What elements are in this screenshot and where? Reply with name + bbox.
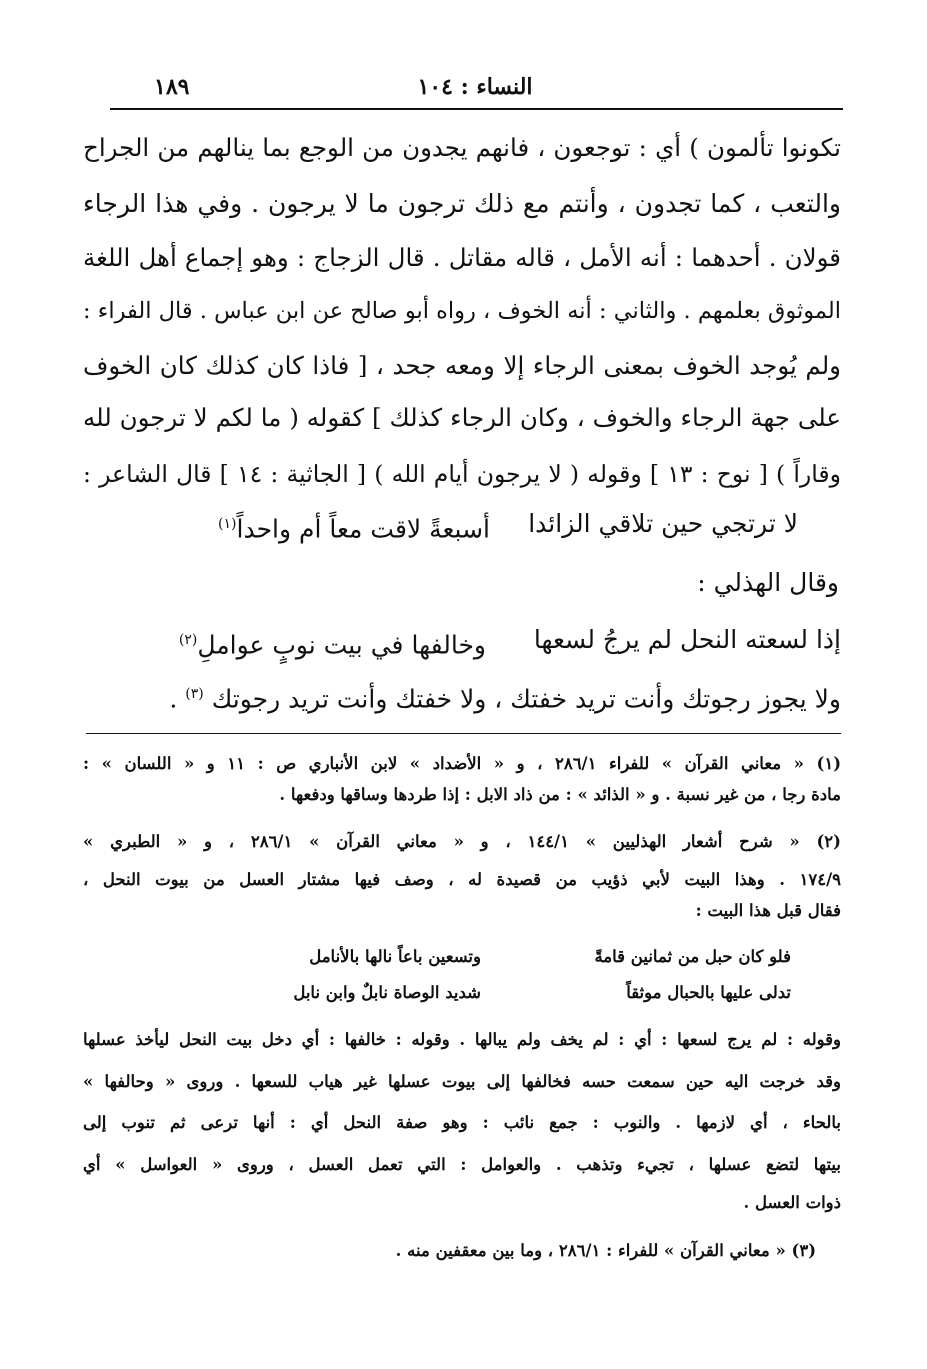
footnote-rule (86, 733, 841, 734)
header-rule (110, 108, 843, 110)
footnote-verse-b-right: تدلى عليها بالحبال موثقاً (626, 983, 791, 1002)
footnote-2-line: بيتها لتضع عسلها ، تجيء وتذهب . والعوامل : التي تعمل العسل ، وروى « العواسل » أي (83, 1155, 841, 1174)
page-header (110, 72, 840, 106)
page-number: ١٨٩ (154, 74, 190, 100)
footnote-verse-a-right: فلو كان حبل من ثمانين قامةً (594, 947, 791, 966)
footnote-2-line: وقوله : لم يرج لسعها : أي : لم يخف ولم يبالها . وقوله : خالفها : أي دخل بيت النحل ليأخذ عسلها (83, 1030, 841, 1049)
footnote-ref-2: (٢) (178, 632, 198, 648)
intro-hudhali: وقال الهذلي : (697, 568, 839, 597)
verse-1-second-hemistich: أسبعةً لاقت معاً أم واحداً$^{(١)}$ (218, 514, 490, 544)
body-line: قولان . أحدهما : أنه الأمل ، قاله مقاتل . قال الزجاج : وهو إجماع أهل اللغة (83, 243, 841, 272)
footnote-2-line: (٢) « شرح أشعار الهذليين » ١٤٤/١ ، و « معاني القرآن » ٢٨٦/١ ، و « الطبري » (83, 832, 841, 851)
footnote-verse-a-left: وتسعين باعاً نالها بالأنامل (309, 947, 481, 966)
body-line: وقاراً ) [ نوح : ١٣ ] وقوله ( لا يرجون أيام الله ) [ الجاثية : ١٤ ] قال الشاعر : (83, 460, 841, 488)
body-last-line: ولا يجوز رجوتك وأنت تريد خفتك ، ولا خفتك وأنت تريد رجوتك $^{(٣)}$ . (169, 684, 841, 714)
body-line: ولم يُوجد الخوف بمعنى الرجاء إلا ومعه جحد ، [ فاذا كان كذلك كان الخوف (83, 351, 841, 380)
footnote-ref-3: (٣) (185, 686, 204, 702)
verse-2-second-hemistich: وخالفها في بيت نوبٍ عواملِ$^{(٢)}$ (178, 630, 486, 660)
body-line: الموثوق بعلمهم . والثاني : أنه الخوف ، رواه أبو صالح عن ابن عباس . قال الفراء : (83, 298, 841, 324)
verse-2-first-hemistich: إذا لسعته النحل لم يرجُ لسعها (533, 625, 841, 654)
body-line: على جهة الرجاء والخوف ، وكان الرجاء كذلك ] كقوله ( ما لكم لا ترجون لله (83, 403, 841, 432)
footnote-3: (٣) « معاني القرآن » للفراء : ٢٨٦/١ ، وما بين معقفين منه . (395, 1241, 816, 1260)
running-head: النساء : ١٠٤ (417, 74, 533, 100)
footnote-1-line: مادة رجا ، من غير نسبة . و « الذائد » : من ذاد الابل : إذا طردها وساقها ودفعها . (279, 785, 841, 804)
footnote-2-line: ذوات العسل . (743, 1193, 841, 1212)
body-line: تكونوا تألمون ) أي : توجعون ، فانهم يجدون من الوجع بما ينالهم من الجراح (83, 133, 841, 162)
footnote-2-line: وقد خرجت اليه حين سمعت حسه فخالفها إلى بيوت عسلها غير هياب للسعها . وروى « وحالفها » (83, 1072, 841, 1091)
footnote-1-line: (١) « معاني القرآن » للفراء ٢٨٦/١ ، و « الأضداد » لابن الأنباري ص : ١١ و « اللسان » : (83, 754, 841, 773)
footnote-verse-b-left: شديد الوصاة نابلٌ وابن نابل (293, 983, 481, 1002)
footnote-2-line: بالحاء ، أي لازمها . والنوب : جمع نائب : وهو صفة النحل أي : أنها ترعى ثم تنوب إلى (83, 1113, 841, 1132)
body-line: والتعب ، كما تجدون ، وأنتم مع ذلك ترجون ما لا يرجون . وفي هذا الرجاء (83, 189, 841, 218)
footnote-2-line: ١٧٤/٩ . وهذا البيت لأبي ذؤيب من قصيدة له ، وصف فيها مشتار العسل من بيوت النحل ، (83, 870, 841, 889)
verse-1-first-hemistich: لا ترتجي حين تلاقي الزائدا (528, 509, 798, 538)
footnote-ref-1: (١) (218, 516, 237, 532)
footnote-2-line: فقال قبل هذا البيت : (695, 901, 841, 920)
